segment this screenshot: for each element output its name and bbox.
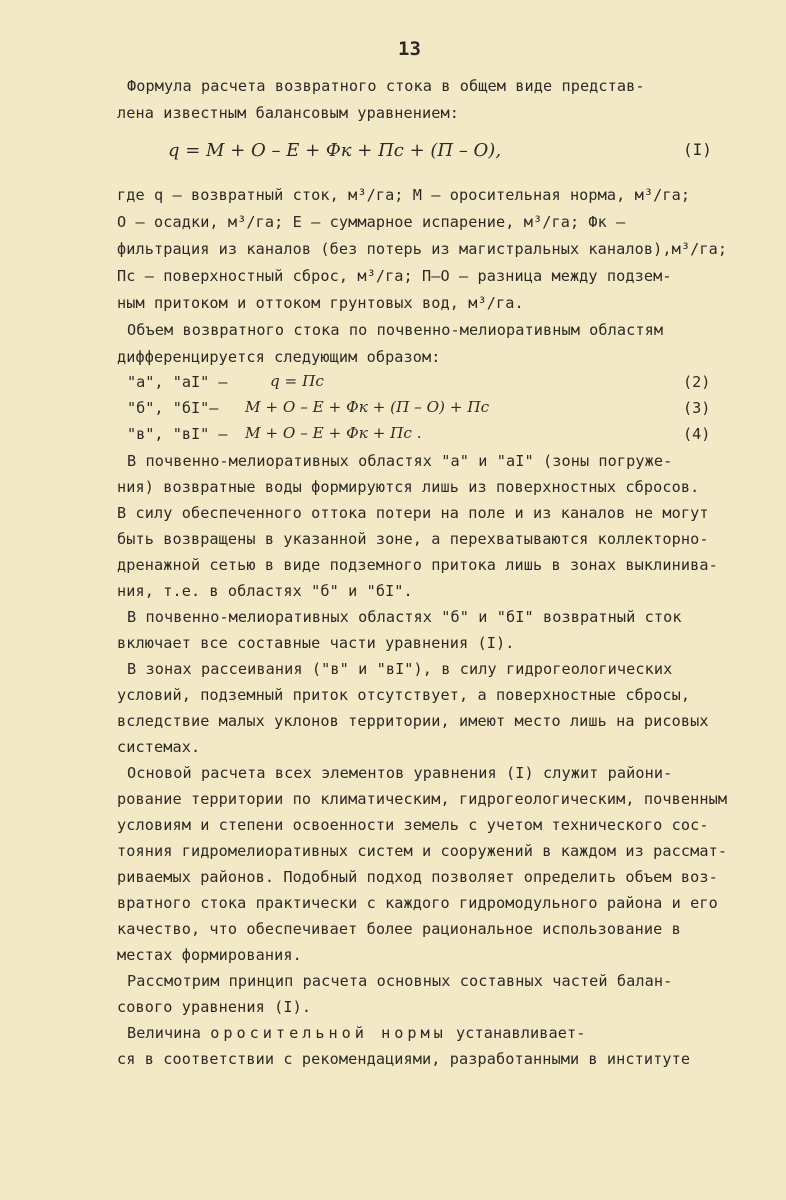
volume-intro-line-2: дифференцируется следующим образом:	[117, 348, 441, 366]
equation-3-number: (3)	[683, 399, 711, 417]
paragraph-1-line-2: ния) возвратные воды формируются лишь из поверхностных сбросов.	[117, 478, 700, 496]
paragraph-4-line-8: местах формирования.	[117, 946, 302, 964]
volume-intro-line-1: Объем возвратного стока по почвенно-мелиоративным областям	[127, 321, 664, 339]
equation-4-label: "в", "вI" –	[127, 425, 228, 443]
definition-line-2: O – осадки, м³/га; E – суммарное испарение, м³/га; Фк –	[117, 213, 626, 231]
paragraph-1-line-5: дренажной сетью в виде подземного притока лишь в зонах выклинива-	[117, 556, 718, 574]
equation-4-number: (4)	[683, 425, 711, 443]
formula-number: (I)	[683, 140, 712, 159]
equation-2-label: "а", "аI" –	[127, 373, 228, 391]
paragraph-4-line-6: вратного стока практически с каждого гидромодульного района и его	[117, 894, 718, 912]
paragraph-3-line-1: В зонах рассеивания ("в" и "вI"), в силу гидрогеологических	[127, 660, 673, 678]
paragraph-4-line-5: риваемых районов. Подобный подход позволяет определить объем воз-	[117, 868, 718, 886]
paragraph-4-line-3: условиям и степени освоенности земель с учетом технического сос-	[117, 816, 709, 834]
definition-line-4: Пс – поверхностный сброс, м³/га; П–О – разница между подзем-	[117, 267, 672, 285]
paragraph-4-line-1: Основой расчета всех элементов уравнения (I) служит райони-	[127, 764, 673, 782]
paragraph-6-line-2: ся в соответствии с рекомендациями, разработанными в институте	[117, 1050, 691, 1068]
paragraph-3-line-3: вследствие малых уклонов территории, имеют место лишь на рисовых	[117, 712, 709, 730]
equation-2-expr: q = Пс	[270, 372, 324, 390]
intro-line-1: Формула расчета возвратного стока в общем виде представ-	[127, 77, 645, 95]
balance-formula: q = M + O – E + Фк + Пс + (П – О),	[168, 140, 502, 161]
paragraph-1-line-4: быть возвращены в указанной зоне, а перехватываются коллекторно-	[117, 530, 709, 548]
paragraph-2-line-2: включает все составные части уравнения (I).	[117, 634, 515, 652]
equation-2-number: (2)	[683, 373, 711, 391]
paragraph-3-line-4: системах.	[117, 738, 201, 756]
paragraph-1-line-1: В почвенно-мелиоративных областях "а" и "аI" (зоны погруже-	[127, 452, 673, 470]
paragraph-2-line-1: В почвенно-мелиоративных областях "б" и "бI" возвратный сток	[127, 608, 682, 626]
equation-4-expr: M + O – E + Фк + Пс .	[245, 424, 422, 442]
paragraph-4-line-2: рование территории по климатическим, гидрогеологическим, почвенным	[117, 790, 728, 808]
equation-3-label: "б", "бI"–	[127, 399, 219, 417]
paragraph-1-line-3: В силу обеспеченного оттока потери на поле и из каналов не могут	[117, 504, 709, 522]
paragraph-5-line-1: Рассмотрим принцип расчета основных составных частей балан-	[127, 972, 673, 990]
definition-line-3: фильтрация из каналов (без потерь из магистральных каналов),м³/га;	[117, 240, 728, 258]
definition-line-5: ным притоком и оттоком грунтовых вод, м³/га.	[117, 294, 524, 312]
page-number: 13	[398, 38, 421, 60]
intro-line-2: лена известным балансовым уравнением:	[117, 104, 460, 122]
equation-3-expr: M + O – E + Фк + (П – О) + Пс	[245, 398, 490, 416]
paragraph-5-line-2: сового уравнения (I).	[117, 998, 312, 1016]
paragraph-3-line-2: условий, подземный приток отсутствует, а поверхностные сбросы,	[117, 686, 691, 704]
paragraph-6-line-1: Величина оросительной нормы устанавливает-	[127, 1024, 586, 1042]
paragraph-1-line-6: ния, т.е. в областях "б" и "бI".	[117, 582, 413, 600]
paragraph-4-line-7: качество, что обеспечивает более рациональное использование в	[117, 920, 681, 938]
definition-line-1: где q – возвратный сток, м³/га; M – оросительная норма, м³/га;	[117, 186, 691, 204]
paragraph-4-line-4: тояния гидромелиоративных систем и сооружений в каждом из рассмат-	[117, 842, 728, 860]
